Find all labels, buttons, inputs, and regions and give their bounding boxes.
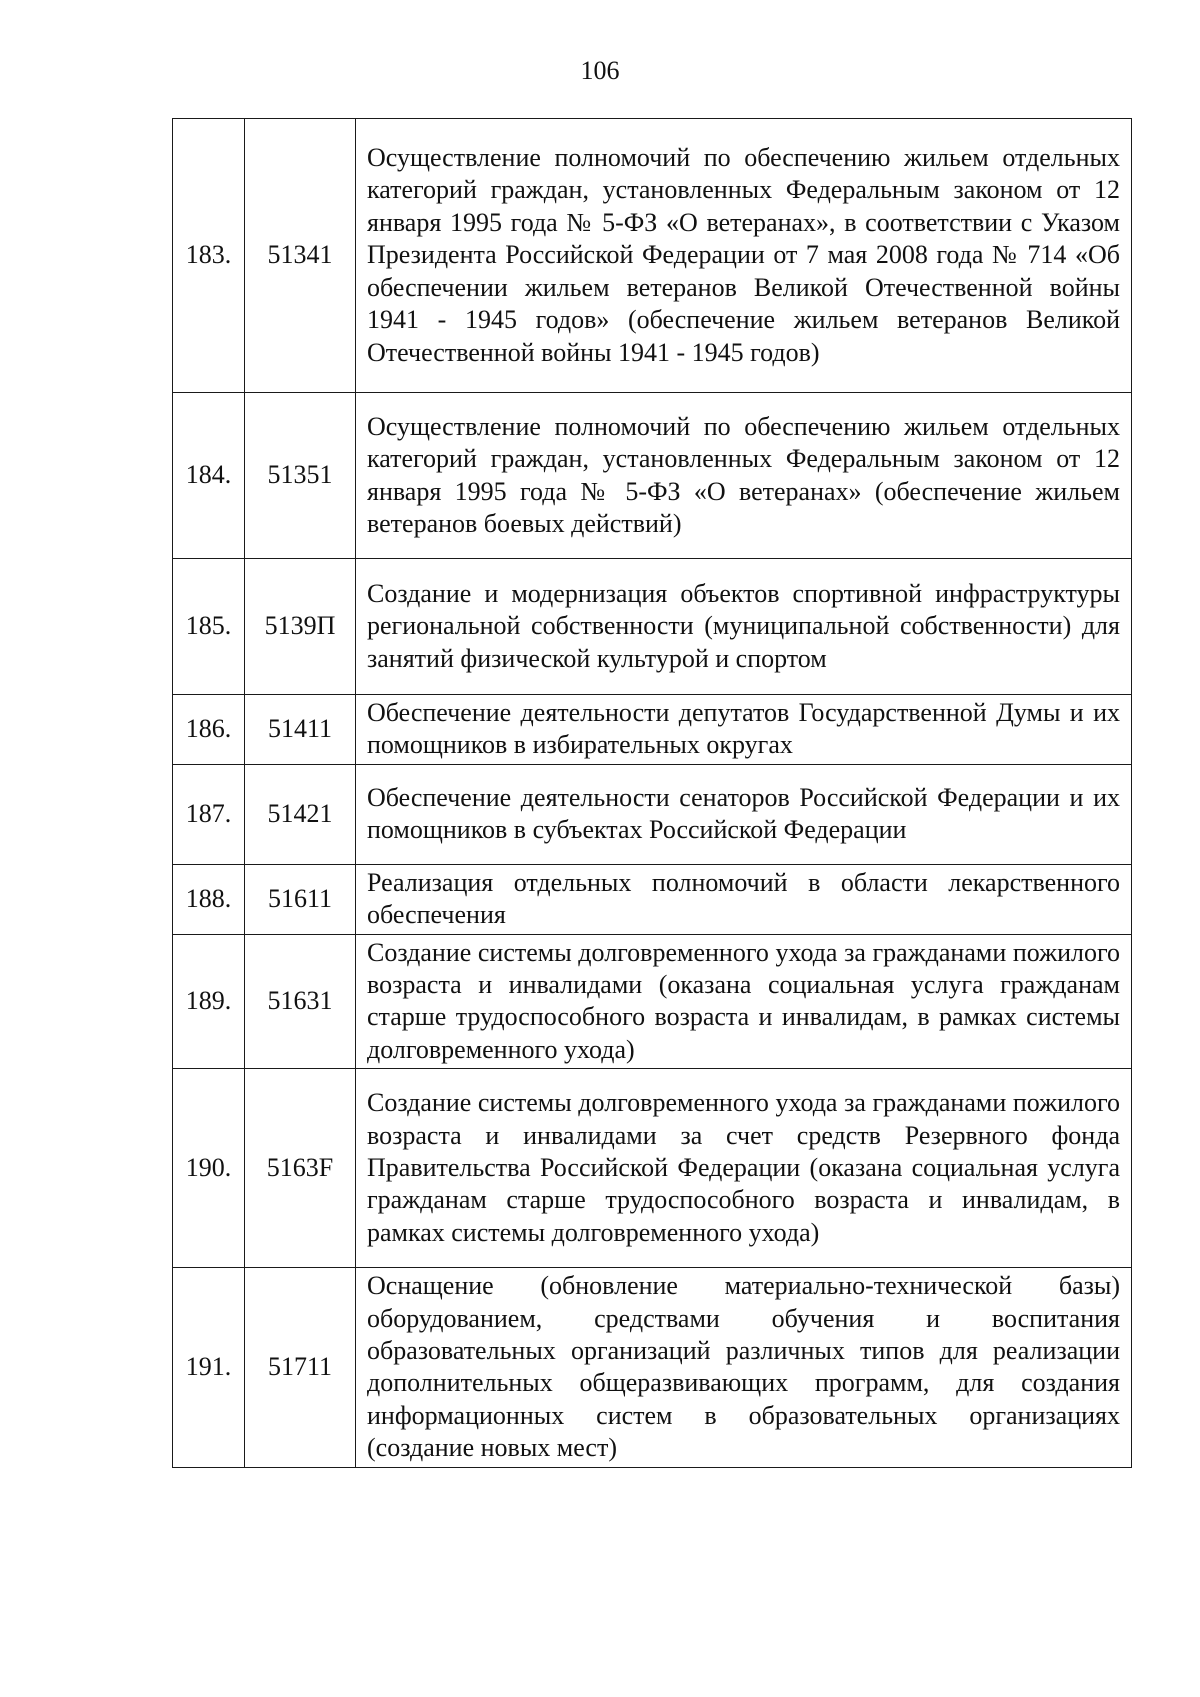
row-code: 51351 (245, 393, 356, 559)
row-description: Обеспечение деятельности сенаторов Российской Федерации и их помощников в субъектах Российской Федерации (356, 764, 1132, 864)
row-number: 184. (173, 393, 245, 559)
row-number: 191. (173, 1268, 245, 1467)
row-description: Создание системы долговременного ухода за гражданами пожилого возраста и инвалидами (оказана социальная услуга гражданам старше трудоспособного возраста и инвалидам, в рамках системы долговременного ухода) (356, 934, 1132, 1069)
row-description: Реализация отдельных полномочий в области лекарственного обеспечения (356, 864, 1132, 934)
row-description: Оснащение (обновление материально-технической базы) оборудованием, средствами обучения и воспитания образовательных организаций различных типов для реализации дополнительных общеразвивающих программ, для создания информационных систем в образовательных организациях (создание новых мест) (356, 1268, 1132, 1467)
row-description: Осуществление полномочий по обеспечению жильем отдельных категорий граждан, установленных Федеральным законом от 12 января 1995 года № 5-ФЗ «О ветеранах», в соответствии с Указом Президента Российской Федерации от 7 мая 2008 года № 714 «Об обеспечении жильем ветеранов Великой Отечественной войны 1941 - 1945 годов» (обеспечение жильем ветеранов Великой Отечественной войны 1941 - 1945 годов) (356, 119, 1132, 393)
row-number: 183. (173, 119, 245, 393)
table-row (173, 393, 1132, 559)
row-description: Обеспечение деятельности депутатов Государственной Думы и их помощников в избирательных округах (356, 695, 1132, 765)
row-code: 51421 (245, 764, 356, 864)
row-number: 185. (173, 559, 245, 695)
row-code: 51411 (245, 695, 356, 765)
table-row (173, 1069, 1132, 1268)
row-code: 51631 (245, 934, 356, 1069)
row-description: Осуществление полномочий по обеспечению жильем отдельных категорий граждан, установленных Федеральным законом от 12 января 1995 года № 5-ФЗ «О ветеранах» (обеспечение жильем ветеранов боевых действий) (356, 393, 1132, 559)
budget-codes-table (172, 118, 1132, 1468)
row-number: 186. (173, 695, 245, 765)
page-number: 106 (580, 56, 620, 85)
row-code: 51711 (245, 1268, 356, 1467)
table-row (173, 764, 1132, 864)
row-code: 5139П (245, 559, 356, 695)
row-code: 5163F (245, 1069, 356, 1268)
table-row (173, 695, 1132, 765)
table-row (173, 1268, 1132, 1467)
row-description: Создание системы долговременного ухода за гражданами пожилого возраста и инвалидами за счет средств Резервного фонда Правительства Российской Федерации (оказана социальная услуга гражданам старше трудоспособного возраста и инвалидам, в рамках системы долговременного ухода) (356, 1069, 1132, 1268)
table-row (173, 559, 1132, 695)
row-code: 51341 (245, 119, 356, 393)
table-row (173, 119, 1132, 393)
row-number: 190. (173, 1069, 245, 1268)
row-number: 187. (173, 764, 245, 864)
row-description: Создание и модернизация объектов спортивной инфраструктуры региональной собственности (муниципальной собственности) для занятий физической культурой и спортом (356, 559, 1132, 695)
table-row (173, 864, 1132, 934)
row-number: 188. (173, 864, 245, 934)
row-number: 189. (173, 934, 245, 1069)
table-row (173, 934, 1132, 1069)
row-code: 51611 (245, 864, 356, 934)
